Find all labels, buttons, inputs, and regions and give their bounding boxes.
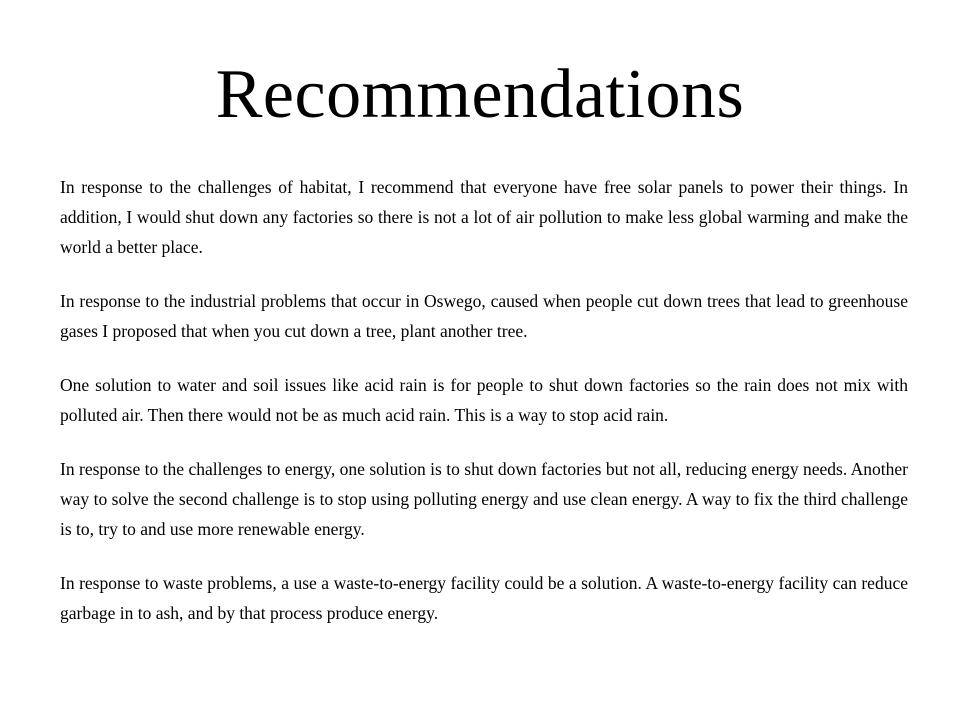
slide-title: Recommendations (215, 56, 745, 133)
paragraph-habitat: In response to the challenges of habitat, I recommend that everyone have free solar panels to power their things. In addition, I would shut down any factories so there is not a lot of air pollution to make less global warming and make the world a better place. (60, 177, 908, 257)
paragraph-waste: In response to waste problems, a use a waste-to-energy facility could be a solution. A waste-to-energy facility can reduce garbage in to ash, and by that process produce energy. (60, 573, 908, 623)
slide-body (60, 172, 908, 652)
paragraph-industrial: In response to the industrial problems that occur in Oswego, caused when people cut down trees that lead to greenhouse gases I proposed that when you cut down a tree, plant another tree. (60, 291, 908, 341)
paragraph-water-soil: One solution to water and soil issues like acid rain is for people to shut down factories so the rain does not mix with polluted air. Then there would not be as much acid rain. This is a way to stop acid rain. (60, 375, 908, 425)
paragraph-energy: In response to the challenges to energy, one solution is to shut down factories but not all, reducing energy needs. Another way to solve the second challenge is to stop using polluting energy and use clean energy. A way to fix the third challenge is to, try to and use more renewable energy. (60, 459, 908, 539)
